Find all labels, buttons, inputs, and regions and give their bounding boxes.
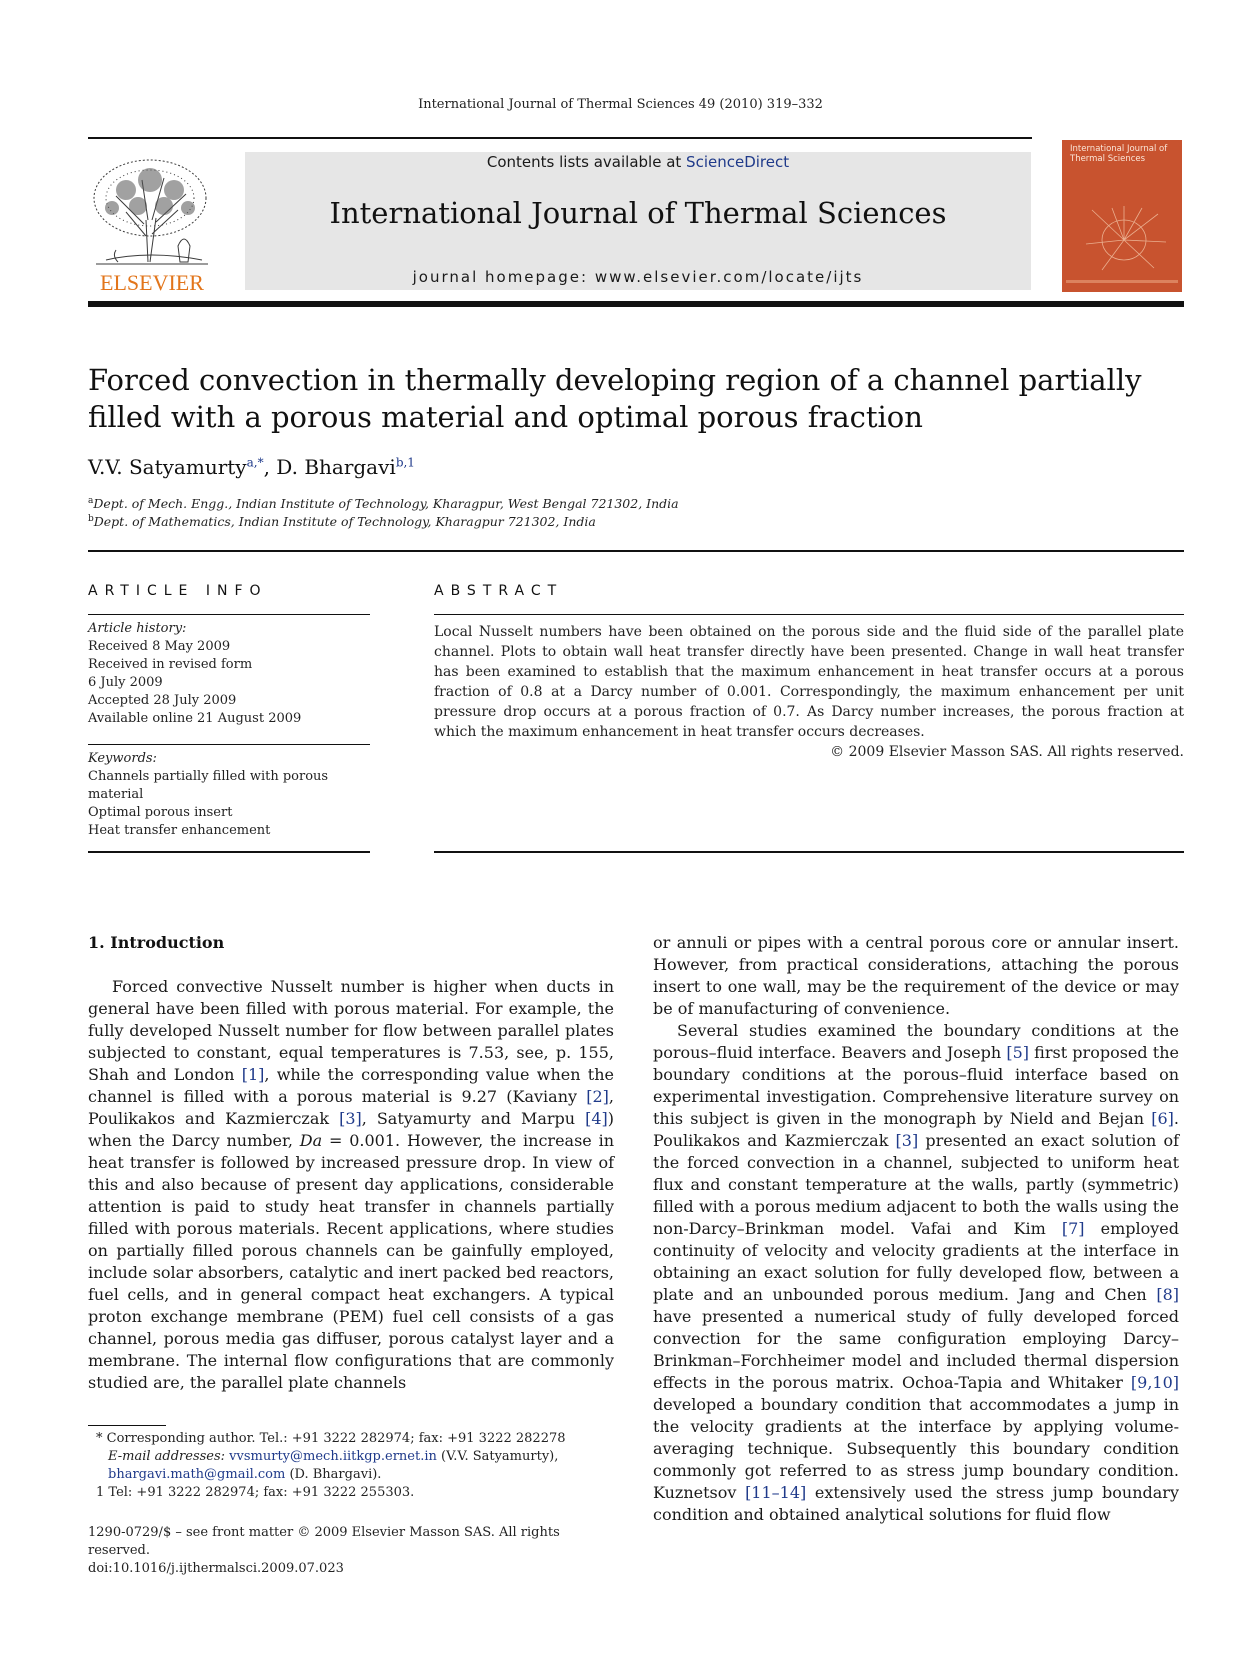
citation-link[interactable]: [5] <box>1006 1043 1029 1062</box>
author-name[interactable]: V.V. Satyamurty <box>88 455 247 479</box>
article-history <box>88 620 370 728</box>
history-item: Available online 21 August 2009 <box>88 711 302 726</box>
elsevier-tree-logo[interactable] <box>86 150 218 296</box>
contents-prefix: Contents lists available at <box>486 153 687 171</box>
keyword: Optimal porous insert <box>88 805 233 820</box>
article-info-heading: ARTICLE INFO <box>88 583 268 599</box>
citation-link[interactable]: [11–14] <box>745 1483 807 1502</box>
citation-link[interactable]: [8] <box>1156 1285 1179 1304</box>
keywords-label: Keywords: <box>88 751 157 766</box>
citation-link[interactable]: [1] <box>241 1065 265 1084</box>
affiliation-a: $^a$Dept. of Mech. Engg., Indian Institute of Technology, Kharagpur, West Bengal 721302, India <box>88 496 679 512</box>
article-title: Forced convection in thermally developing region of a channel partially filled with a porous material and optimal porous fraction <box>88 363 1142 434</box>
footnotes <box>88 1430 614 1502</box>
section-rule <box>88 550 1184 552</box>
history-item: Received in revised form <box>88 657 253 672</box>
author-affil-mark[interactable]: a,* <box>246 455 264 470</box>
footnote-emails: E-mail addresses: vvsmurty@mech.iitkgp.ernet.in (V.V. Satyamurty), bhargavi.math@gmail.com (D. Bhargavi). <box>108 1449 559 1482</box>
body-column-right <box>653 932 1179 1526</box>
footnote-1: 1 Tel: +91 3222 282974; fax: +91 3222 255303. <box>96 1485 415 1500</box>
citation-link[interactable]: [9,10] <box>1130 1373 1179 1392</box>
keyword: material <box>88 787 144 802</box>
footnote-corresponding: * Corresponding author. Tel.: +91 3222 282974; fax: +91 3222 282278 <box>96 1431 566 1446</box>
affiliation-b: $^b$Dept. of Mathematics, Indian Institute of Technology, Kharagpur 721302, India <box>88 514 596 530</box>
keywords-rule <box>88 744 370 745</box>
header-thick-rule <box>88 301 1184 307</box>
citation-link[interactable]: [6] <box>1151 1109 1174 1128</box>
history-item: Received 8 May 2009 <box>88 639 231 654</box>
keyword: Channels partially filled with porous <box>88 769 329 784</box>
header-top-rule <box>88 137 1032 139</box>
corresponding-author-mark: * <box>257 455 264 470</box>
section-heading: 1. Introduction <box>88 933 225 952</box>
keywords <box>88 750 370 840</box>
citation-link[interactable]: [3] <box>339 1109 362 1128</box>
email-link[interactable]: vvsmurty@mech.iitkgp.ernet.in <box>229 1449 437 1464</box>
sciencedirect-link[interactable]: ScienceDirect <box>686 153 790 171</box>
citation-link[interactable]: [3] <box>895 1131 919 1150</box>
history-label: Article history: <box>88 621 187 636</box>
history-item: Accepted 28 July 2009 <box>88 693 237 708</box>
cover-title: International Journal of Thermal Sciences <box>1070 144 1168 164</box>
footnote-rule <box>88 1425 166 1426</box>
journal-title: International Journal of Thermal Sciences <box>329 196 947 230</box>
author-list <box>88 455 415 479</box>
doi-line[interactable]: doi:10.1016/j.ijthermalsci.2009.07.023 <box>88 1561 344 1576</box>
paragraph: or annuli or pipes with a central porous core or annular insert. However, from practical considerations, attaching the porous insert to one wall, may be the requirement of the device or may be of manufacturing of convenience. <box>653 933 1179 1018</box>
abstract-heading: ABSTRACT <box>434 583 564 599</box>
citation-link[interactable]: [7] <box>1061 1219 1085 1238</box>
citation-link[interactable]: [4] <box>585 1109 608 1128</box>
author-name[interactable]: D. Bhargavi <box>276 455 396 479</box>
journal-homepage[interactable]: journal homepage: www.elsevier.com/locate/ijts <box>412 268 864 286</box>
article-info-rule <box>88 614 370 615</box>
issn-line: 1290-0729/$ – see front matter © 2009 Elsevier Masson SAS. All rights reserved. <box>88 1525 560 1558</box>
abstract-bottom-rule <box>434 851 1184 853</box>
abstract-text: Local Nusselt numbers have been obtained on the porous side and the fluid side of the parallel plate channel. Plots to obtain wall heat transfer directly have been presented. Change in wall heat transfer has been examined to establish that the maximum enhancement in heat transfer occurs at a porous fraction of 0.8 at a Darcy number of 0.001. Correspondingly, the maximum enhancement per unit pressure drop occurs at a porous fraction of 0.7. As Darcy number increases, the porous fraction at which the maximum enhancement in heat transfer occurs decreases. <box>434 624 1184 740</box>
journal-citation: International Journal of Thermal Sciences 49 (2010) 319–332 <box>418 97 823 112</box>
author-affil-mark[interactable]: b,1 <box>395 455 415 470</box>
contents-line <box>245 153 1031 171</box>
body-column-left <box>88 976 614 1394</box>
paragraph: Several studies examined the boundary conditions at the porous–fluid interface. Beavers and Joseph [5] first proposed the boundary conditions at the porous–fluid interface based on experimental investigation. Comprehensive literature survey on this subject is given in the monograph by Nield and Bejan [6]. Poulikakos and Kazmierczak [3] presented an exact solution of the forced convection in a channel, subjected to uniform heat flux and constant temperature at the walls, partly (symmetric) filled with a porous medium adjacent to both the walls using the non-Darcy–Brinkman model. Vafai and Kim [7] employed continuity of velocity and velocity gradients at the interface in obtaining an exact solution for fully developed flow, between a plate and an unbounded porous medium. Jang and Chen [8] have presented a numerical study of fully developed forced convection for the same configuration employing Darcy–Brinkman–Forchheimer model and included thermal dispersion effects in the porous matrix. Ochoa-Tapia and Whitaker [9,10] developed a boundary condition that accommodates a jump in the velocity gradients at the interface by applying volume-averaging technique. Subsequently this boundary condition commonly got referred to as stress jump boundary condition. Kuznetsov [11–14] extensively used the stress jump boundary condition and obtained analytical solutions for fluid flow <box>653 1021 1180 1524</box>
history-item: 6 July 2009 <box>88 675 163 690</box>
keyword: Heat transfer enhancement <box>88 823 271 838</box>
paragraph: Forced convective Nusselt number is higher when ducts in general have been filled with porous material. For example, the fully developed Nusselt number for flow between parallel plates subjected to constant, equal temperatures is 7.53, see, p. 155, Shah and London [1], while the corresponding value when the channel is filled with a porous material is 9.27 (Kaviany [2], Poulikakos and Kazmierczak [3], Satyamurty and Marpu [4]) when the Darcy number, Da = 0.001. However, the increase in heat transfer is followed by increased pressure drop. In view of this and also because of present day applications, considerable attention is paid to study heat transfer in channels partially filled with porous materials. Recent applications, where studies on partially filled porous channels can be gainfully employed, include solar absorbers, catalytic and inert packed bed reactors, fuel cells, and in general compact heat exchangers. A typical proton exchange membrane (PEM) fuel cell consists of a gas channel, porous media gas diffuser, porous catalyst layer and a membrane. The internal flow configurations that are commonly studied are, the parallel plate channels <box>88 977 615 1392</box>
elsevier-wordmark: ELSEVIER <box>100 270 204 295</box>
email-link[interactable]: bhargavi.math@gmail.com <box>108 1467 286 1482</box>
abstract-rule <box>434 614 1184 615</box>
citation-link[interactable]: [2] <box>586 1087 609 1106</box>
front-matter <box>88 1524 614 1578</box>
article-info-bottom-rule <box>88 851 370 853</box>
author-separator: , <box>263 455 277 479</box>
abstract-copyright: © 2009 Elsevier Masson SAS. All rights reserved. <box>830 744 1184 760</box>
